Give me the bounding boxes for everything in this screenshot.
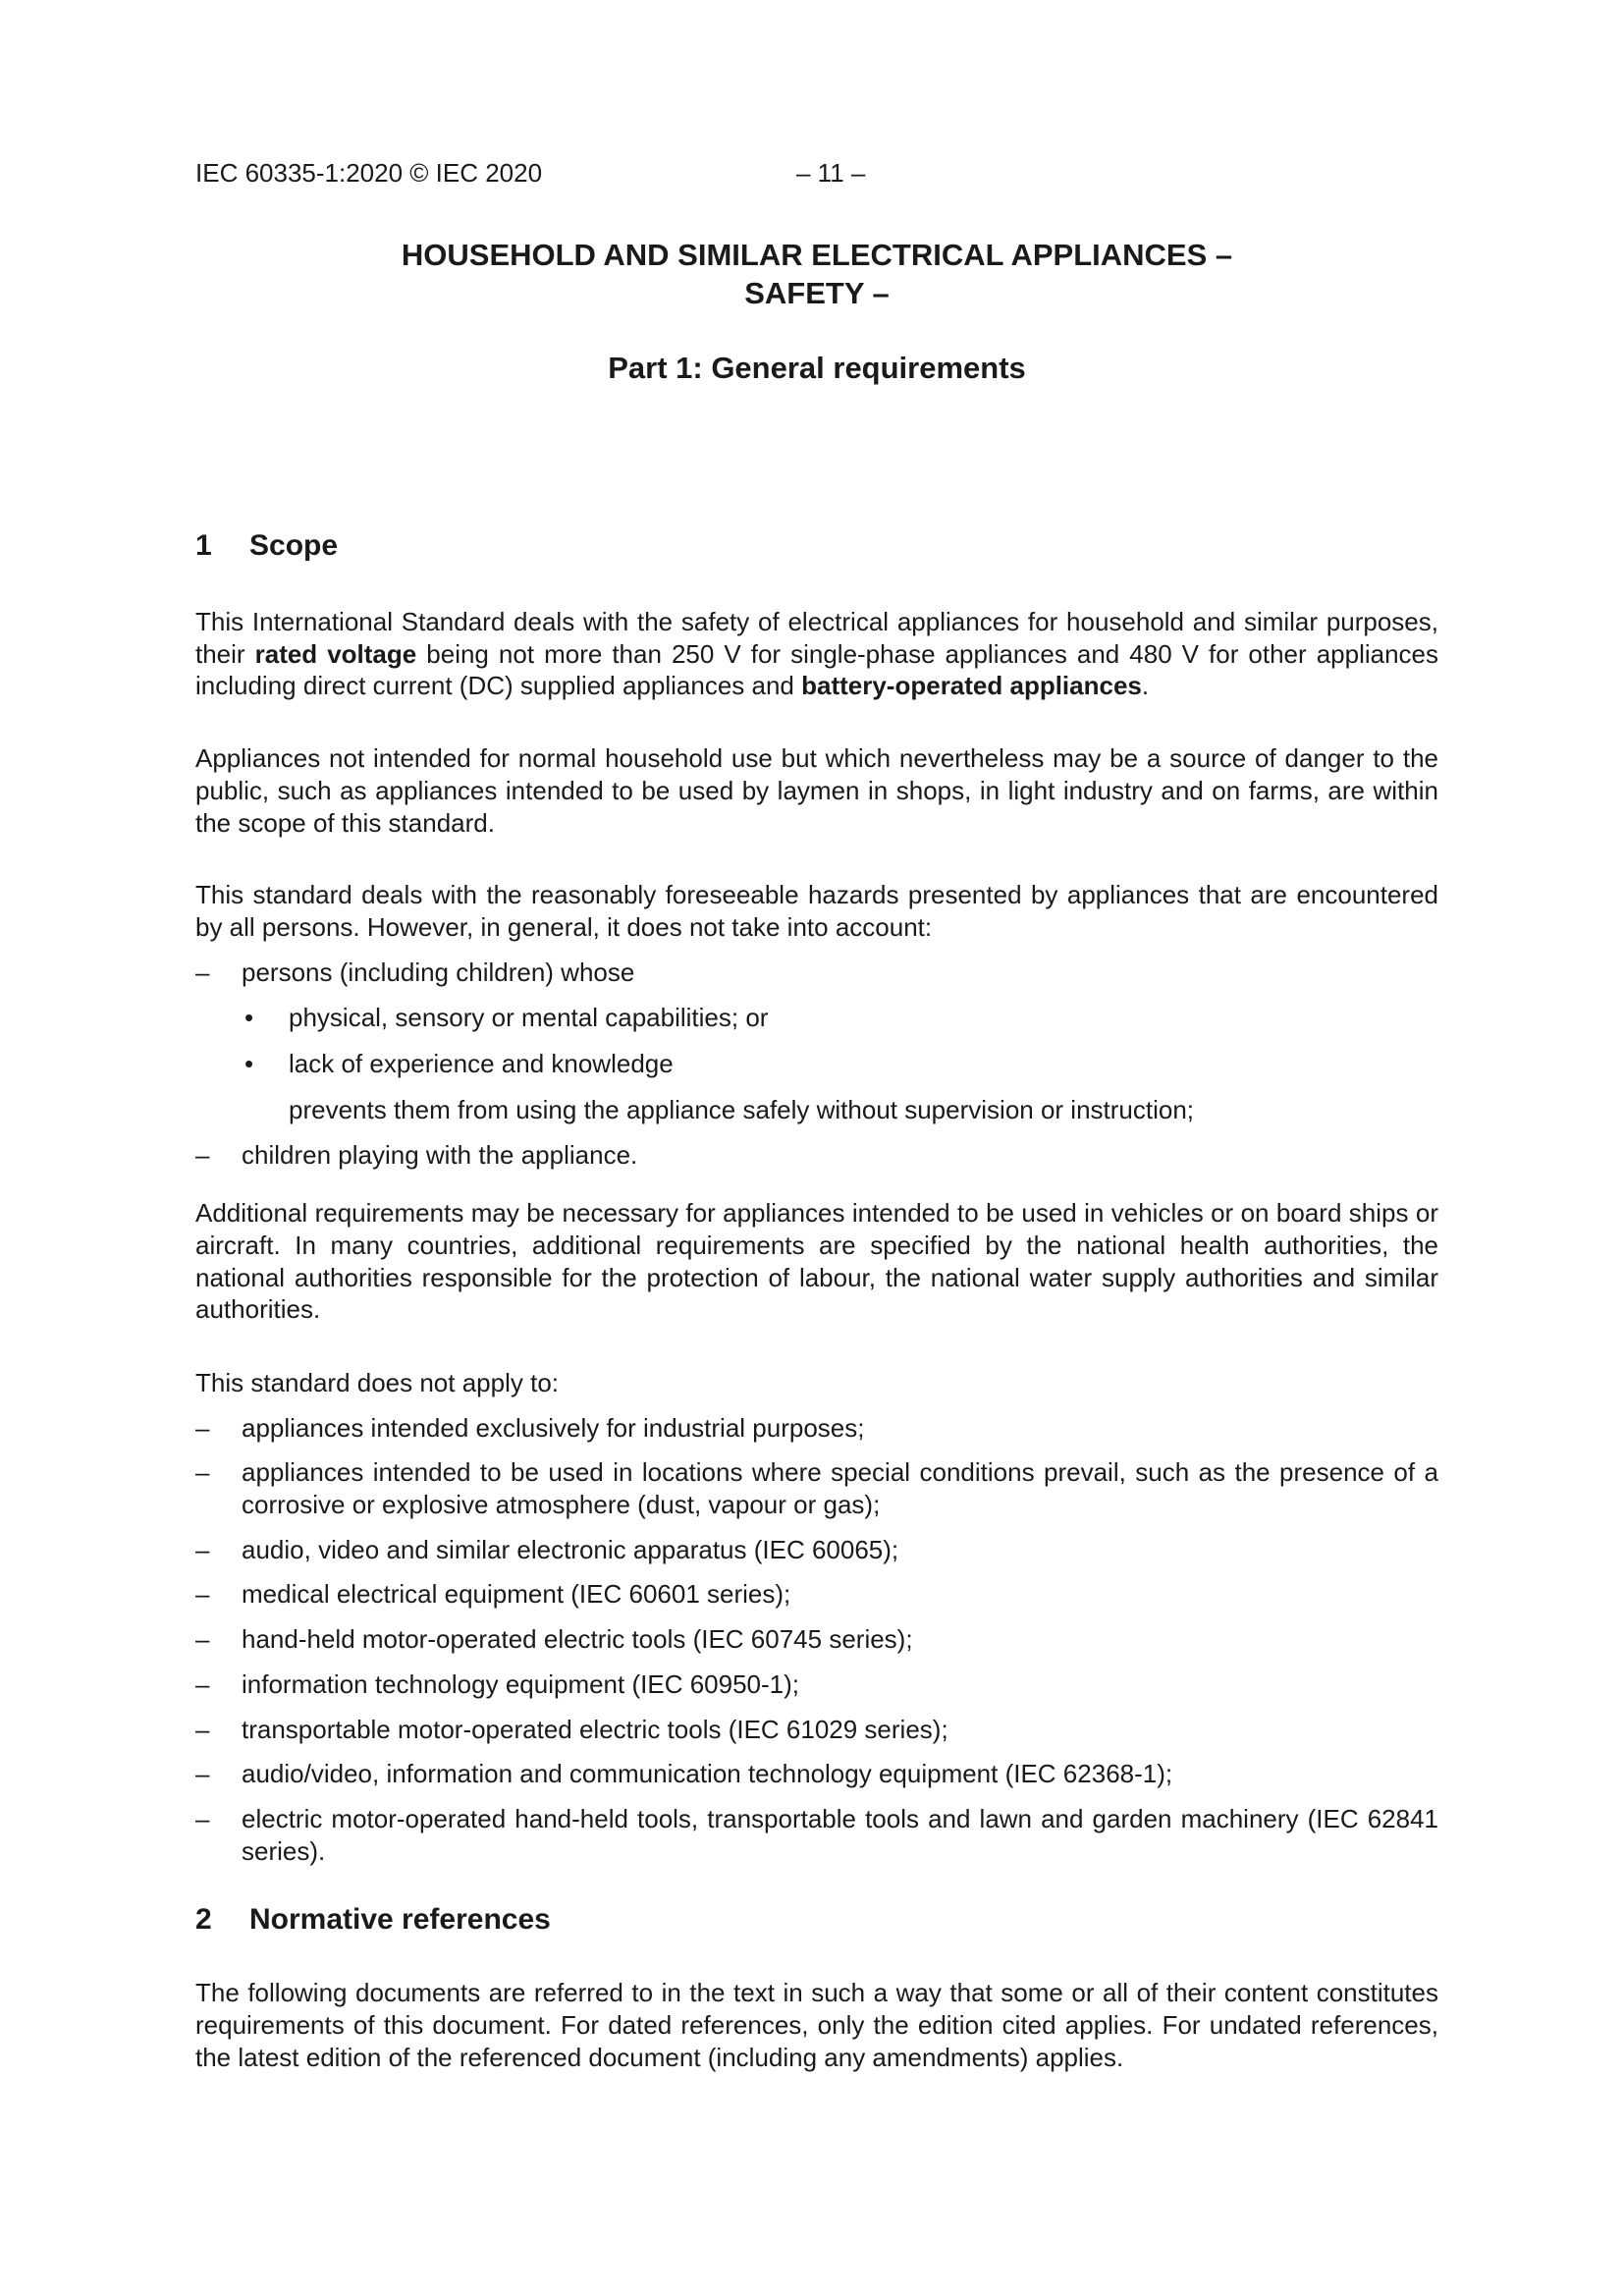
list-item <box>195 1803 1438 1867</box>
title-line-1: HOUSEHOLD AND SIMILAR ELECTRICAL APPLIANCES – <box>401 238 1233 272</box>
document-identifier: IEC 60335-1:2020 © IEC 2020 <box>195 158 543 188</box>
bullet-item-text: lack of experience and knowledge <box>289 1049 674 1079</box>
scope-paragraph-5: This standard does not apply to: <box>195 1367 560 1397</box>
dash-marker: – <box>195 1803 210 1833</box>
dash-marker: – <box>195 1668 210 1699</box>
clause-title: Normative references <box>249 1903 551 1937</box>
bullet-continuation: prevents them from using the appliance safely without supervision or instruction; <box>289 1094 1195 1124</box>
list-item <box>195 1623 1438 1656</box>
dash-marker: – <box>195 1759 210 1789</box>
list-item-text: information technology equipment (IEC 60950-1); <box>242 1668 799 1699</box>
dash-marker: – <box>195 1579 210 1610</box>
list-item <box>195 1758 1438 1790</box>
dash-marker: – <box>195 1412 210 1443</box>
text-run: . <box>1141 671 1150 701</box>
bullet-marker: • <box>244 1049 254 1079</box>
exclusion-list <box>195 1412 1438 1868</box>
scope-paragraph-4: Additional requirements may be necessary for appliances intended to be used in vehicles or on board ships or aircraft. In many countries, additional requirements are specified by the national health authorities, the national authorities responsible for the protection of labour, the national water supply authorities and similar authorities. <box>195 1198 1438 1325</box>
clause-1-heading <box>195 528 1438 564</box>
page-number: – 11 – <box>796 158 866 188</box>
dash-marker: – <box>195 1534 210 1564</box>
bullet-item-text: physical, sensory or mental capabilities; or <box>289 1003 769 1033</box>
scope-paragraph-3: This standard deals with the reasonably foreseeable hazards presented by appliances that are encountered by all persons. However, in general, it does not take into account: <box>195 880 1438 942</box>
list-item <box>195 1668 1438 1701</box>
list-item-text: persons (including children) whose <box>242 957 635 987</box>
list-item-text: children playing with the appliance. <box>242 1140 638 1171</box>
normative-references-paragraph: The following documents are referred to in the text in such a way that some or all of their content constitutes requirements of this document. For dated references, only the edition cited applies. For undated references, the latest edition of the referenced document (including any amendments) applies. <box>195 1978 1438 2072</box>
dash-marker: – <box>195 1714 210 1744</box>
document-title <box>195 236 1438 312</box>
clause-title: Scope <box>249 529 339 562</box>
list-item-text: electric motor-operated hand-held tools, transportable tools and lawn and garden machinery (IEC 62841 series). <box>242 1803 1438 1866</box>
text-run: This International Standard deals with the safety of electrical appliances for household and similar purposes, their <box>195 607 1438 669</box>
clause-2-heading <box>195 1902 1438 1938</box>
dash-marker: – <box>195 1457 210 1488</box>
list-item <box>195 1456 1438 1520</box>
list-item <box>195 1412 1438 1445</box>
title-line-2: SAFETY – <box>744 276 890 310</box>
clause-number: 2 <box>195 1903 212 1937</box>
list-item-text: medical electrical equipment (IEC 60601 series); <box>242 1579 791 1610</box>
list-item <box>195 1139 1438 1172</box>
bullet-item <box>195 1002 1438 1034</box>
dash-marker: – <box>195 1624 210 1655</box>
clause-number: 1 <box>195 529 212 562</box>
text-run: being not more than 250 V for single-phase appliances and 480 V for other appliances including direct current (DC) supplied appliances and <box>195 638 1439 701</box>
document-body <box>195 528 1438 2074</box>
running-header <box>195 157 866 189</box>
list-item-text: audio/video, information and communication technology equipment (IEC 62368-1); <box>242 1759 1173 1789</box>
bullet-marker: • <box>244 1003 254 1033</box>
list-item-text: appliances intended to be used in locations where special conditions prevail, such as the presence of a corrosive or explosive atmosphere (dust, vapour or gas); <box>242 1457 1438 1520</box>
list-item-text: audio, video and similar electronic apparatus (IEC 60065); <box>242 1534 899 1564</box>
list-item-text: transportable motor-operated electric tools (IEC 61029 series); <box>242 1714 948 1744</box>
list-item <box>195 1534 1438 1566</box>
bullet-item <box>195 1048 1438 1080</box>
list-item <box>195 957 1438 989</box>
list-item <box>195 1714 1438 1746</box>
part-title: Part 1: General requirements <box>608 351 1026 385</box>
scope-paragraph-2: Appliances not intended for normal household use but which nevertheless may be a source of danger to the public, such as appliances intended to be used by laymen in shops, in light industry and on farms, are within the scope of this standard. <box>195 743 1438 838</box>
dash-marker: – <box>195 1140 210 1171</box>
dash-marker: – <box>195 957 210 987</box>
defined-term-battery-operated-appliances: battery-operated appliances <box>801 671 1142 701</box>
list-item-text: hand-held motor-operated electric tools (IEC 60745 series); <box>242 1624 913 1655</box>
list-item <box>195 1578 1438 1611</box>
defined-term-rated-voltage: rated voltage <box>254 638 417 669</box>
scope-paragraph-1 <box>195 606 1438 702</box>
list-item-text: appliances intended exclusively for industrial purposes; <box>242 1412 865 1443</box>
